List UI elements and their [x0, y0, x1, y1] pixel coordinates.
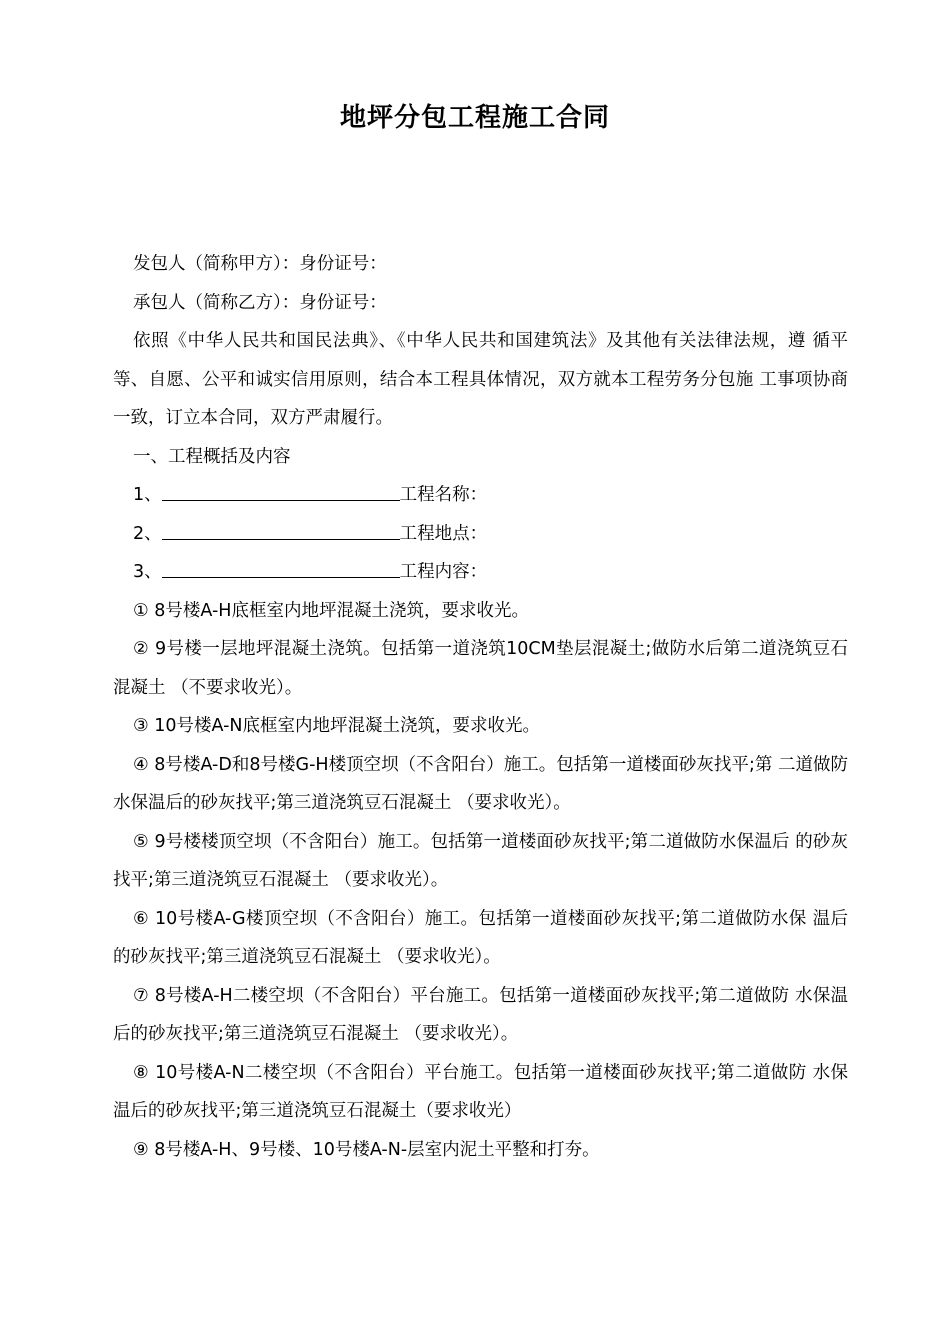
work-item-6: ⑥ 10号楼A-G楼顶空坝（不含阳台）施工。包括第一道楼面砂灰找平;第二道做防水保 温后的砂灰找平;第三道浇筑豆石混凝土 （要求收光）。 [113, 908, 848, 967]
document-title: 地坪分包工程施工合同 [339, 103, 610, 133]
field-number: 2、 [133, 523, 162, 544]
field-label: 工程地点： [399, 523, 488, 544]
work-item-2: ② 9号楼一层地坪混凝土浇筑。包括第一道浇筑10CM垫层混凝土;做防水后第二道浇筑豆石混凝土 （不要求收光）。 [113, 639, 848, 698]
fill-in-blank[interactable] [162, 482, 400, 501]
field-project-content [113, 553, 848, 592]
work-item-7: ⑦ 8号楼A-H二楼空坝（不含阳台）平台施工。包括第一道楼面砂灰找平;第二道做防 水保温后的砂灰找平;第三道浇筑豆石混凝土 （要求收光）。 [113, 985, 848, 1044]
work-item-5: ⑤ 9号楼楼顶空坝（不含阳台）施工。包括第一道楼面砂灰找平;第二道做防水保温后 的砂灰找平;第三道浇筑豆石混凝土 （要求收光）。 [113, 831, 848, 890]
section-heading: 一、工程概括及内容 [133, 446, 291, 467]
fill-in-blank[interactable] [162, 521, 400, 540]
party-a-line: 发包人（简称甲方）：身份证号： [133, 254, 387, 274]
fill-in-blank[interactable] [162, 559, 400, 578]
field-label: 工程名称： [399, 485, 488, 505]
work-item-9: ⑨ 8号楼A-H、9号楼、10号楼A-N-层室内泥土平整和打夯。 [133, 1139, 600, 1160]
work-item-3: ③ 10号楼A-N底框室内地坪混凝土浇筑，要求收光。 [133, 716, 541, 736]
work-item-8: ⑧ 10号楼A-N二楼空坝（不含阳台）平台施工。包括第一道楼面砂灰找平;第二道做防 水保温后的砂灰找平;第三道浇筑豆石混凝土（要求收光） [113, 1062, 848, 1121]
field-number: 3、 [133, 562, 162, 582]
field-project-name [113, 476, 848, 515]
field-project-location [113, 515, 848, 554]
field-label: 工程内容： [399, 562, 488, 582]
field-number: 1、 [133, 485, 162, 505]
preamble-paragraph: 依照《中华人民共和国民法典》、《中华人民共和国建筑法》及其他有关法律法规，遵 循平等、自愿、公平和诚实信用原则，结合本工程具体情况，双方就本工程劳务分包施 工事项协商一致，订立本合同，双方严肃履行。 [113, 331, 848, 428]
work-item-4: ④ 8号楼A-D和8号楼G-H楼顶空坝（不含阳台）施工。包括第一道楼面砂灰找平;第 二道做防水保温后的砂灰找平;第三道浇筑豆石混凝土 （要求收光）。 [113, 754, 848, 813]
party-b-line: 承包人（简称乙方）：身份证号： [133, 292, 387, 313]
document-body [113, 245, 848, 1169]
work-item-1: ① 8号楼A-H底框室内地坪混凝土浇筑，要求收光。 [133, 600, 529, 621]
